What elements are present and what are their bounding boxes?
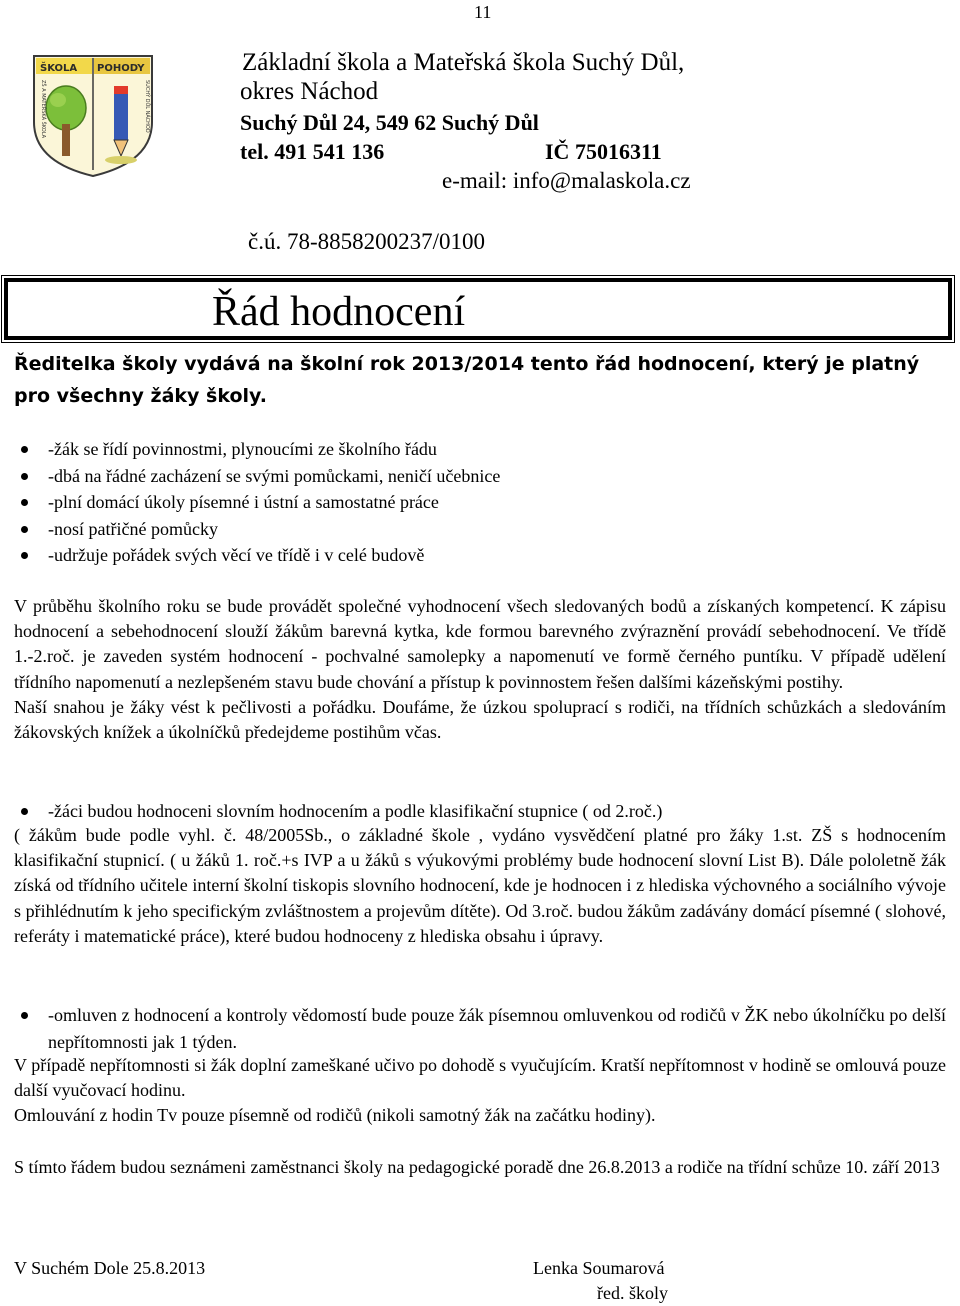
grading-list xyxy=(14,798,946,825)
paragraph-text: V průběhu školního roku se bude provádět společné vyhodnocení všech sledovaných bodů a získaných kompetencí. K zápisu hodnocení a sebehodnocení slouží žákům barevná kytka, kde formou barevného zvýraznění provádí sebehodnocení. Ve třídě 1.-2.roč. je zaveden systém hodnocení - pochvalné samolepky a napomenutí ve formě černého puntíku. V případě udělení třídního napomenutí a nezlepšeném stavu bude chování a přístup k povinnostem řešen dalšími kázeňskými postihy. xyxy=(14,596,946,692)
grading-paragraph xyxy=(14,823,946,949)
signature-name: Lenka Soumarová xyxy=(533,1258,665,1278)
rules-list xyxy=(14,436,946,569)
page-number: 11 xyxy=(474,2,492,22)
svg-text:ZŠ A MATEŘSKÁ ŠKOLA: ZŠ A MATEŘSKÁ ŠKOLA xyxy=(40,80,46,139)
paragraph-text: V případě nepřítomnosti si žák doplní zameškané učivo po dohodě s vyučujícím. Kratší nepřítomnost v hodině se omlouvá pouze další vyučovací hodinu. xyxy=(14,1055,946,1101)
title-box xyxy=(4,278,952,340)
paragraph-text: ( žákům bude podle vyhl. č. 48/2005Sb., o základné škole , vydáno vysvědčení platné pro žáky 1.st. ZŠ s hodnocením klasifikační stupnicí. ( u žáků 1. roč.+s IVP a u žáků s výukovými problémy bude hodnocení slovní List B). Dále pololetně žák získá od třídního učitele interní školní tiskopis slovního hodnocení, kde je hodnocen i z hlediska výchovného a sociálního vývoje s přihlédnutím k jeho specifickým zvláštnostem a projevům dítěte). Od 3.roč. budou žákům zadávány domácí písemné ( slohové, referáty i matematické práce), které budou hodnoceny z hlediska obsahu i úpravy. xyxy=(14,825,946,946)
list-item: -nosí patřičné pomůcky xyxy=(14,516,946,543)
school-phone: tel. 491 541 136 xyxy=(240,139,385,164)
list-item: -dbá na řádné zacházení se svými pomůckami, neničí učebnice xyxy=(14,463,946,490)
school-logo xyxy=(28,50,158,180)
document-title: Řád hodnocení xyxy=(212,289,466,335)
list-item: -žáci budou hodnoceni slovním hodnocením a podle klasifikační stupnice ( od 2.roč.) xyxy=(14,798,946,825)
svg-text:POHODY: POHODY xyxy=(97,63,145,74)
excuse-list xyxy=(14,1002,946,1055)
list-item: -plní domácí úkoly písemné i ústní a samostatné práce xyxy=(14,489,946,516)
paragraph-text: Naší snahou je žáky vést k pečlivosti a pořádku. Doufáme, že úzkou spoluprací s rodiči, na třídních schůzkách a sledováním žákovských knížek a úkolníčků předejdeme postihům včas. xyxy=(14,696,946,743)
list-item: -udržuje pořádek svých věcí ve třídě i v celé budově xyxy=(14,542,946,569)
list-item: -omluven z hodnocení a kontroly vědomostí bude pouze žák písemnou omluvenkou od rodičů v ŽK nebo úkolníčku po delší nepřítomnosti jak 1 týden. xyxy=(14,1002,946,1055)
acknowledgement-paragraph xyxy=(14,1155,946,1180)
paragraph-text: Omlouvání z hodin Tv pouze písemně od rodičů (nikoli samotný žák na začátku hodiny). xyxy=(14,1105,656,1126)
svg-text:ŠKOLA: ŠKOLA xyxy=(40,63,78,74)
school-district: okres Náchod xyxy=(240,78,379,105)
signature-role: řed. školy xyxy=(597,1283,668,1303)
evaluation-paragraph xyxy=(14,594,946,745)
school-email: e-mail: info@malaskola.cz xyxy=(442,168,691,193)
bank-account: č.ú. 78-8858200237/0100 xyxy=(248,229,486,254)
school-name: Základní škola a Mateřská škola Suchý Důl, xyxy=(242,49,685,76)
school-address: Suchý Důl 24, 549 62 Suchý Důl xyxy=(240,110,539,135)
declaration: Ředitelka školy vydává na školní rok 2013/2014 tento řád hodnocení, který je platný pro všechny žáky školy. xyxy=(14,353,920,407)
place-date: V Suchém Dole 25.8.2013 xyxy=(14,1258,206,1278)
list-item: -žák se řídí povinnostmi, plynoucími ze školního řádu xyxy=(14,436,946,463)
svg-text:SUCHÝ DŮL NÁCHOD: SUCHÝ DŮL NÁCHOD xyxy=(144,80,150,133)
school-ic: IČ 75016311 xyxy=(545,139,662,164)
absence-paragraph xyxy=(14,1053,946,1129)
paragraph-text: S tímto řádem budou seznámeni zaměstnanci školy na pedagogické poradě dne 26.8.2013 a rodiče na třídní schůze 10. září 2013 xyxy=(14,1157,940,1177)
